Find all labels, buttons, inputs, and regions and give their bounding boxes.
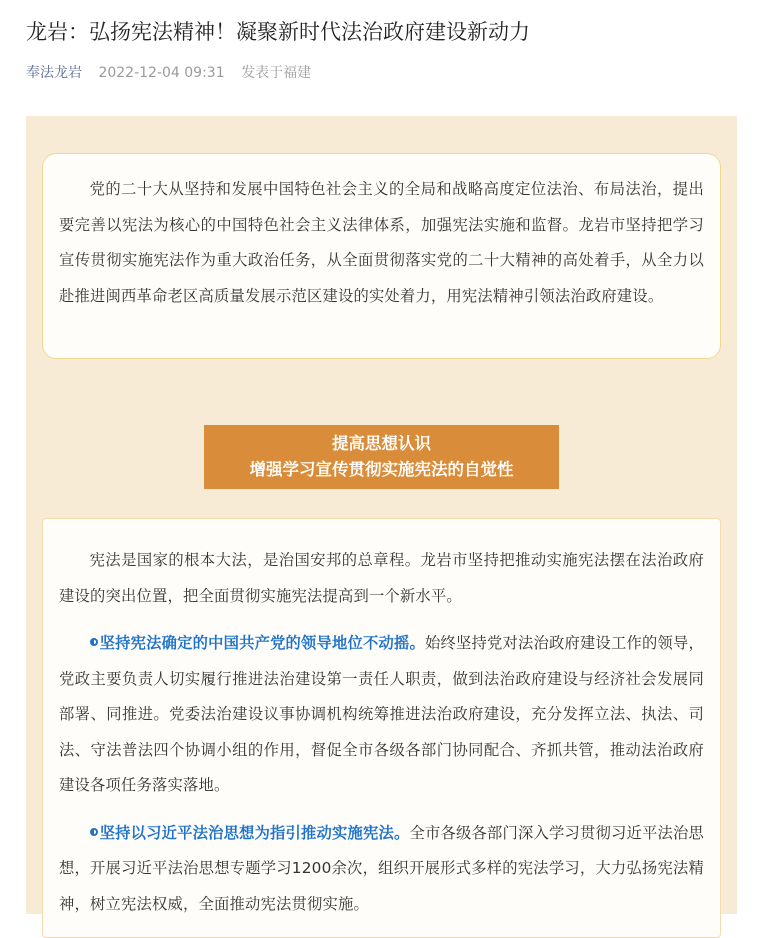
bullet-icon xyxy=(90,828,98,836)
section-heading xyxy=(204,425,559,489)
paragraph-2-lead: 坚持宪法确定的中国共产党的领导地位不动摇。 xyxy=(99,634,426,652)
section-heading-line1: 提高思想认识 xyxy=(332,434,431,453)
article-content-panel xyxy=(26,116,737,914)
publish-location: 发表于福建 xyxy=(241,65,312,81)
body-paragraph-3 xyxy=(59,816,704,923)
body-paragraph-2 xyxy=(59,626,704,804)
section-heading-line2: 增强学习宣传贯彻实施宪法的自觉性 xyxy=(249,460,514,479)
paragraph-3-lead: 坚持以习近平法治思想为指引推动实施宪法。 xyxy=(99,823,410,842)
bullet-icon xyxy=(90,638,98,646)
article-meta xyxy=(26,62,311,84)
paragraph-2-text: 始终坚持党对法治政府建设工作的领导，党政主要负责人切实履行推进法治建设第一责任人职责，做到法治政府建设与经济社会发展同部署、同推进。党委法治建设议事协调机构统筹推进法治政府建设，充分发挥立法、执法、司法、守法普法四个协调小组的作用，督促全市各级各部门协同配合、齐抓共管，推动法治政府建设各项任务落实落地。 xyxy=(59,634,704,794)
intro-paragraph: 党的二十大从坚持和发展中国特色社会主义的全局和战略高度定位法治、布局法治，提出要完善以宪法为核心的中国特色社会主义法律体系，加强宪法实施和监督。龙岩市坚持把学习宣传贯彻实施宪法作为重大政治任务，从全面贯彻落实党的二十大精神的高处着手，从全力以赴推进闽西革命老区高质量发展示范区建设的实处着力，用宪法精神引领法治政府建设。 xyxy=(59,180,704,305)
section-body-card xyxy=(42,518,721,938)
intro-card xyxy=(42,153,721,359)
paragraph-3-text: 全市各级各部门深入学习贯彻习近平法治思想，开展习近平法治思想专题学习1200余次，组织开展形式多样的宪法学习，大力弘扬宪法精神，树立宪法权威，全面推动宪法贯彻实施。 xyxy=(59,823,704,913)
publish-date: 2022-12-04 09:31 xyxy=(98,65,225,81)
author-link[interactable]: 奉法龙岩 xyxy=(26,65,82,81)
body-paragraph-1: 宪法是国家的根本大法，是治国安邦的总章程。龙岩市坚持把推动实施宪法摆在法治政府建设的突出位置，把全面贯彻实施宪法提高到一个新水平。 xyxy=(59,551,704,605)
article-title: 龙岩：弘扬宪法精神！凝聚新时代法治政府建设新动力 xyxy=(26,20,530,44)
